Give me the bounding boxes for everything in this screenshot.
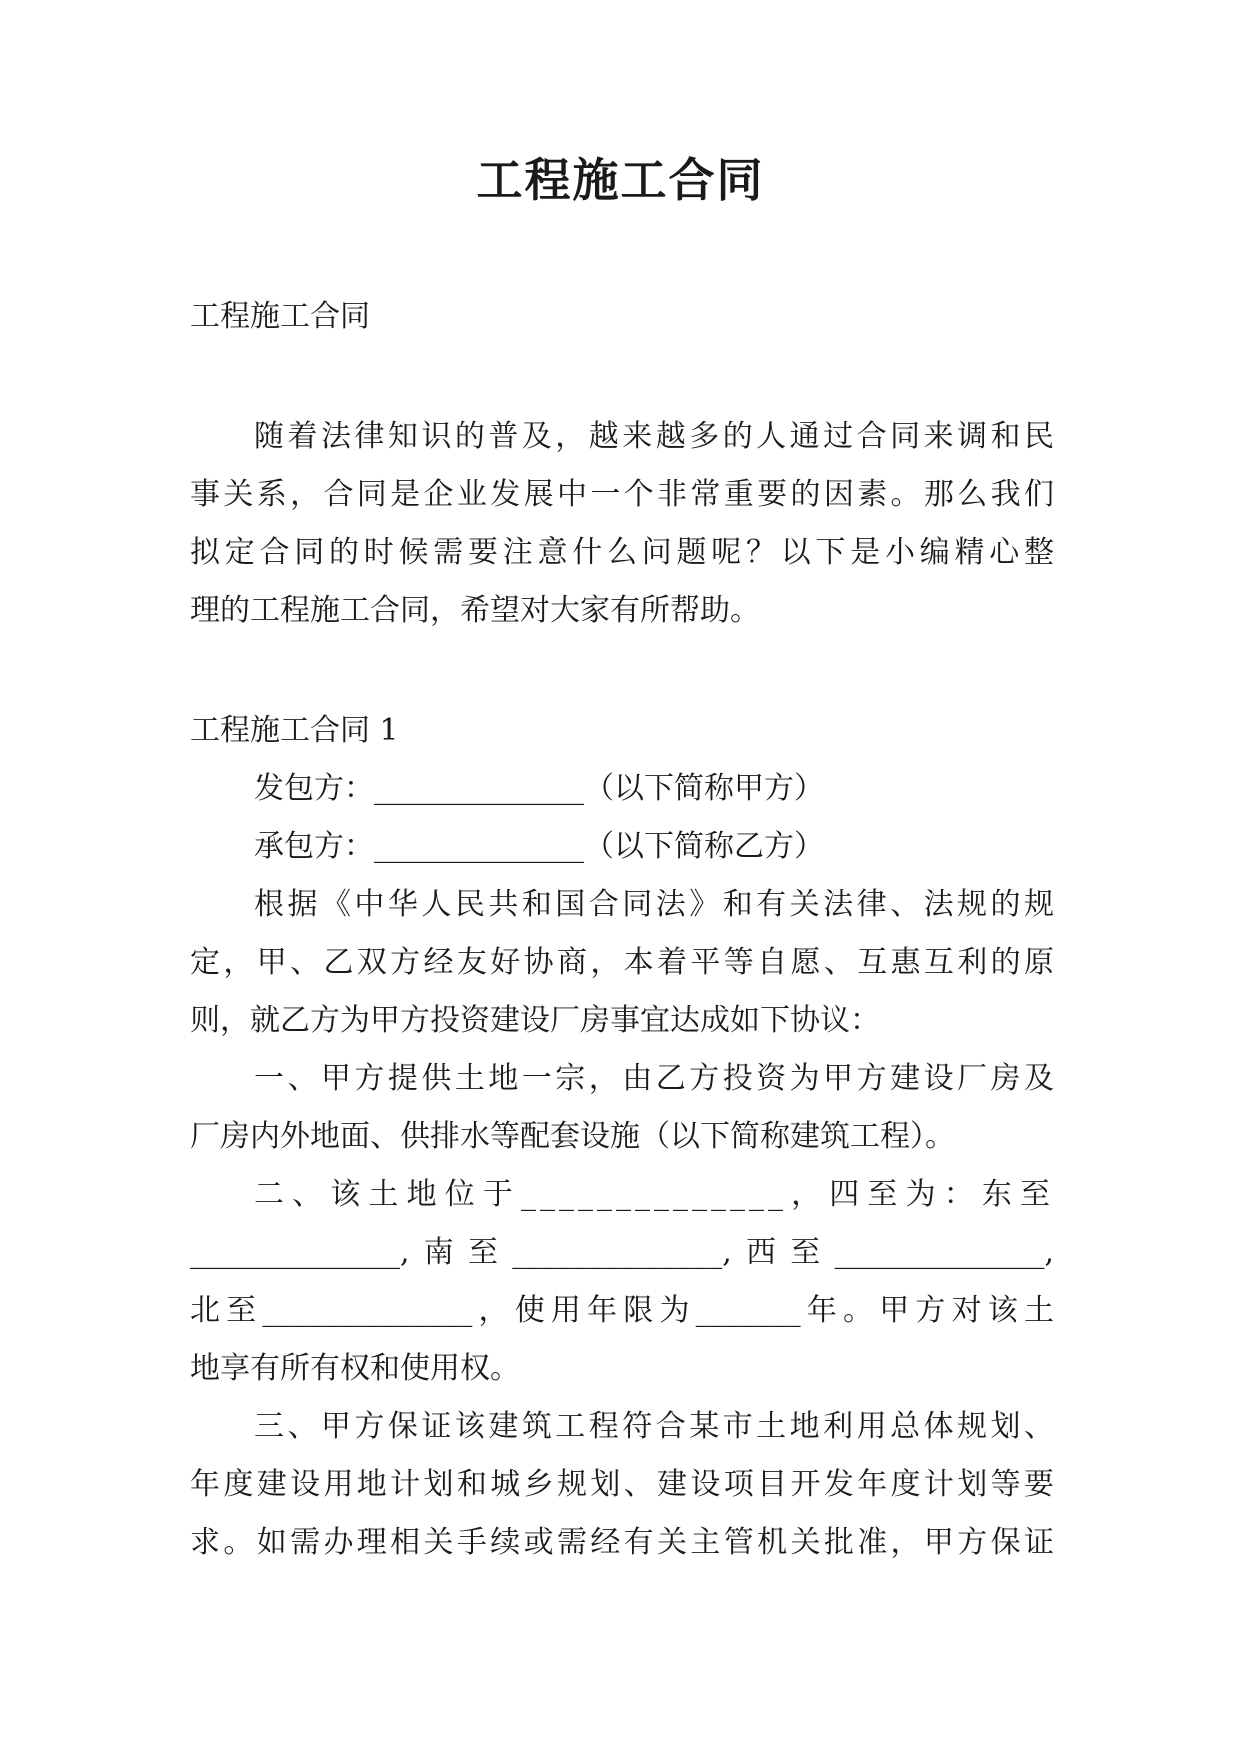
section-heading: 工程施工合同 1 — [190, 713, 399, 748]
basis-line-1: 根据《中华人民共和国合同法》和有关法律、法规的规 — [254, 887, 1054, 922]
document-title: 工程施工合同 — [476, 153, 765, 207]
clause2-line-4: 地享有所有权和使用权。 — [190, 1351, 520, 1386]
basis-line-2: 定，甲、乙双方经友好协商，本着平等自愿、互惠互利的原 — [190, 945, 1054, 980]
document-body — [190, 288, 1054, 1572]
clause2-line-3: 北至______________，使用年限为_______年。甲方对该土 — [190, 1293, 1054, 1328]
intro-line-2: 事关系，合同是企业发展中一个非常重要的因素。那么我们 — [190, 477, 1054, 512]
party-a-line: 发包方：______________（以下简称甲方） — [254, 771, 824, 806]
clause1-line-2: 厂房内外地面、供排水等配套设施（以下简称建筑工程）。 — [190, 1119, 955, 1154]
clause3-line-1: 三、甲方保证该建筑工程符合某市土地利用总体规划、 — [254, 1409, 1054, 1444]
spacer — [190, 346, 1054, 408]
intro-line-4: 理的工程施工合同，希望对大家有所帮助。 — [190, 593, 760, 628]
clause1-line-1: 一、甲方提供土地一宗，由乙方投资为甲方建设厂房及 — [254, 1061, 1054, 1096]
intro-line-3: 拟定合同的时候需要注意什么问题呢？以下是小编精心整 — [190, 535, 1054, 570]
clause3-line-3: 求。如需办理相关手续或需经有关主管机关批准，甲方保证 — [190, 1525, 1054, 1560]
intro-line-1: 随着法律知识的普及，越来越多的人通过合同来调和民 — [254, 419, 1054, 454]
party-b-line: 承包方：______________（以下简称乙方） — [254, 829, 824, 864]
clause2-line-1: 二、该土地位于______________，四至为：东至 — [254, 1177, 1054, 1212]
basis-line-3: 则，就乙方为甲方投资建设厂房事宜达成如下协议： — [190, 1003, 880, 1038]
clause3-line-2: 年度建设用地计划和城乡规划、建设项目开发年度计划等要 — [190, 1467, 1054, 1502]
spacer — [190, 640, 1054, 702]
document-subtitle: 工程施工合同 — [190, 299, 370, 334]
clause2-line-2: ______________,南至______________,西至______________, — [190, 1235, 1054, 1270]
